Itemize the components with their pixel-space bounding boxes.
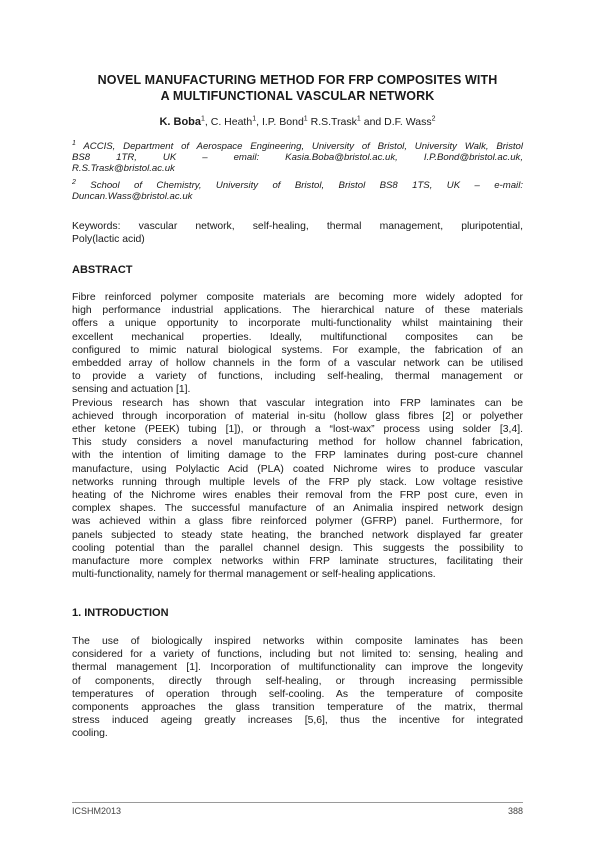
author-name: and D.F. Wass: [360, 116, 432, 128]
body-text-line: thermal management [1]. Incorporation of multifunctionality can improve the longevity: [72, 662, 523, 674]
affiliation-line: Duncan.Wass@bristol.ac.uk: [72, 191, 193, 203]
affiliation-1: [72, 141, 523, 175]
author-affil-sup: 1: [303, 115, 308, 123]
author-name: , I.P. Bond: [256, 116, 304, 128]
body-text-line: manufacture more complex networks within FRP laminate structures, facilitating their: [72, 556, 523, 568]
introduction-body: [72, 635, 523, 741]
body-text-line: with the intention of limiting damage to the FRP laminates during post-cure channel: [72, 450, 523, 462]
affiliation-sup: 2: [72, 178, 76, 186]
abstract-heading: ABSTRACT: [72, 264, 133, 276]
body-text-line: ether ketone (PEEK) tubing [1]), or through a “lost-wax” process using solder [3,4].: [72, 424, 523, 436]
affiliation-line: R.S.Trask@bristol.ac.uk: [72, 163, 175, 175]
body-text-line: networks running through multiple levels of the FRP ply stack. Low voltage resistive: [72, 476, 523, 488]
affiliation-line: $^1$ ACCIS, Department of Aerospace Engineering, University of Bristol, University Walk, Bristol: [72, 139, 523, 152]
body-text-line: embedded array of hollow channels in the form of a vascular network can be utilised: [72, 358, 523, 370]
body-text-line: The use of biologically inspired networks within composite laminates has been: [72, 636, 523, 647]
body-text-line: components approaches the glass transition temperature of the matrix, thermal: [72, 702, 523, 714]
body-text-line: considered for a variety of functions, including but not limited to: sensing, healing and: [72, 649, 523, 661]
footer-rule: [72, 802, 523, 803]
body-text-line: stress induced ageing greatly increases [5,6], thus the incentive for integrated: [72, 715, 523, 727]
affiliation-line: $^2$ School of Chemistry, University of Bristol, Bristol BS8 1TS, UK – e-mail:: [72, 178, 523, 191]
body-text-line: manufacture, using Polylactic Acid (PLA) coated Nichrome wires to produce vascular: [72, 463, 523, 475]
body-text-line: achieved through incorporation of material in-situ (hollow glass fibres [2] or polyether: [72, 410, 523, 422]
author-name: , C. Heath: [204, 116, 253, 128]
body-text-line: offers a unique opportunity to incorporate multi-functionality whilst maintaining their: [72, 318, 523, 330]
lead-author: K. Boba: [159, 116, 202, 128]
author-affil-sup: 1: [252, 115, 257, 123]
abstract-body: [72, 291, 523, 581]
body-text-line: excellent mechanical properties. Ideally, multifunctional composites can be: [72, 331, 523, 343]
affiliation-sup: 1: [72, 139, 76, 147]
title-line-1: NOVEL MANUFACTURING METHOD FOR FRP COMPOSITES WITH: [97, 73, 498, 87]
body-text-line: panels subjected to steady state heating, the branched network displayed far greater: [72, 529, 523, 541]
author-list: [72, 116, 523, 129]
affiliation-line: BS8 1TR, UK – email: Kasia.Boba@bristol.ac.uk, I.P.Bond@bristol.ac.uk,: [72, 152, 523, 164]
body-text-line: cooling.: [72, 728, 108, 740]
body-text-line: multi-functionality, namely for thermal management or self-healing applications.: [72, 569, 436, 581]
introduction-heading: 1. INTRODUCTION: [72, 607, 169, 619]
body-text-line: Fibre reinforced polymer composite materials are becoming more widely adopted for: [72, 292, 523, 303]
affiliation-2: [72, 180, 523, 202]
author-name: R.S.Trask: [307, 116, 357, 128]
body-text-line: This study considers a novel manufacturing method for hollow channel fabrication,: [72, 437, 523, 449]
body-text-line: Previous research has shown that vascular integration into FRP laminates can be: [72, 397, 523, 409]
body-text-line: was achieved within a glass fibre reinforced polymer (GFRP) panel. Furthermore, for: [72, 516, 523, 528]
body-text-line: temperatures of operation through self-cooling. As the temperature of composite: [72, 688, 523, 700]
paper-title: [72, 72, 523, 104]
body-text-line: of components, directly through self-healing, or through increasing permissible: [72, 675, 523, 687]
body-text-line: complex shapes. The successful manufacture of an Animalia inspired network design: [72, 503, 523, 515]
page-number: 388: [507, 806, 523, 816]
title-line-2: A MULTIFUNCTIONAL VASCULAR NETWORK: [160, 89, 435, 103]
body-text-line: cooling potential than the parallel channel design. This suggests the possibility to: [72, 542, 523, 554]
keywords-line: Keywords: vascular network, self-healing, thermal management, pluripotential,: [72, 221, 523, 232]
body-text-line: high performance industrial applications. The hierarchical nature of these materials: [72, 305, 523, 317]
keywords: [72, 220, 523, 246]
keywords-line: Poly(lactic acid): [72, 234, 145, 246]
author-affil-sup: 1: [201, 115, 205, 123]
author-affil-sup: 1: [356, 115, 361, 123]
footer-conference: ICSHM2013: [72, 806, 122, 816]
body-text-line: sensing and actuation [1].: [72, 384, 191, 396]
body-text-line: configured to mimic natural biological systems. For example, the fabrication of an: [72, 344, 523, 356]
body-text-line: to provide a variety of functions, including self-healing, thermal management or: [72, 371, 523, 383]
body-text-line: heating of the Nichrome wires enables their removal from the FRP post cure, even in: [72, 490, 523, 502]
author-affil-sup: 2: [431, 115, 436, 123]
